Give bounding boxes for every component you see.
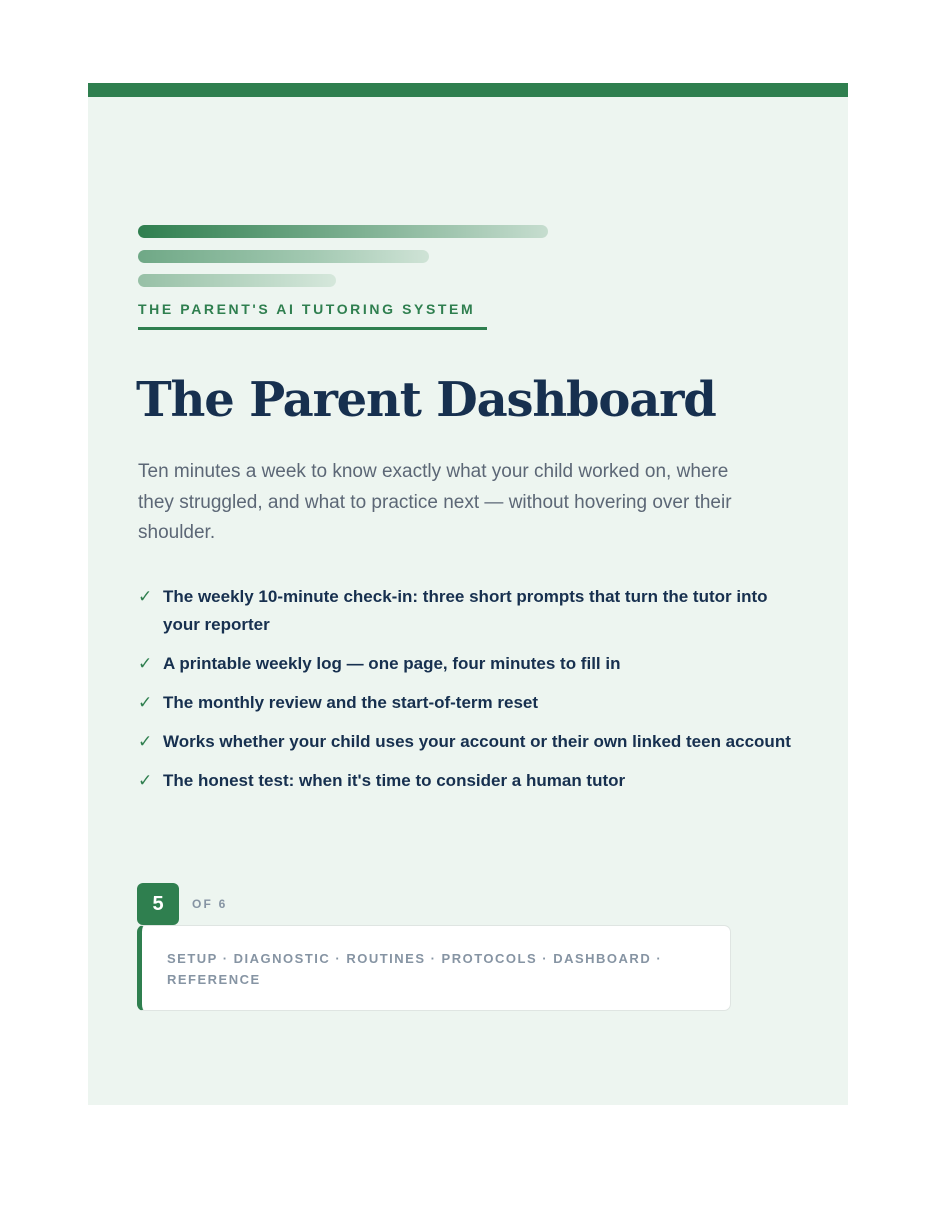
checklist-item — [138, 767, 808, 795]
top-accent-bar — [88, 83, 848, 97]
series-eyebrow: THE PARENT'S AI TUTORING SYSTEM — [138, 301, 476, 317]
checklist-item — [138, 689, 808, 717]
sections-list: SETUP · DIAGNOSTIC · ROUTINES · PROTOCOLS · DASHBOARD · REFERENCE — [167, 951, 663, 987]
checkmark-icon: ✓ — [138, 693, 153, 713]
checkmark-icon: ✓ — [138, 771, 153, 791]
checklist-item-text: The monthly review and the start-of-term reset — [163, 693, 539, 712]
checklist-item — [138, 583, 808, 639]
page-subtitle: Ten minutes a week to know exactly what your child worked on, where they struggled, and what to practice next — without hovering over their shoulder. — [138, 461, 732, 543]
checklist-item-text: Works whether your child uses your account or their own linked teen account — [163, 732, 791, 751]
checklist-item-text: The honest test: when it's time to consider a human tutor — [163, 771, 626, 790]
checklist-item — [138, 650, 808, 678]
sections-card — [137, 925, 731, 1011]
decorative-bar-short — [138, 274, 336, 287]
checklist-item — [138, 728, 808, 756]
feature-checklist — [138, 583, 808, 806]
checkmark-icon: ✓ — [138, 587, 153, 607]
decorative-bar-medium — [138, 250, 429, 263]
part-number-badge: 5 — [137, 883, 179, 925]
checklist-item-text: The weekly 10-minute check-in: three short prompts that turn the tutor into your reporter — [163, 587, 768, 634]
part-total-label: OF 6 — [192, 897, 228, 911]
eyebrow-underline — [138, 327, 487, 330]
checkmark-icon: ✓ — [138, 732, 153, 752]
cover-page — [88, 83, 848, 1105]
checkmark-icon: ✓ — [138, 654, 153, 674]
page-title: The Parent Dashboard — [136, 372, 716, 428]
checklist-item-text: A printable weekly log — one page, four minutes to fill in — [163, 654, 621, 673]
decorative-bar-long — [138, 225, 548, 238]
